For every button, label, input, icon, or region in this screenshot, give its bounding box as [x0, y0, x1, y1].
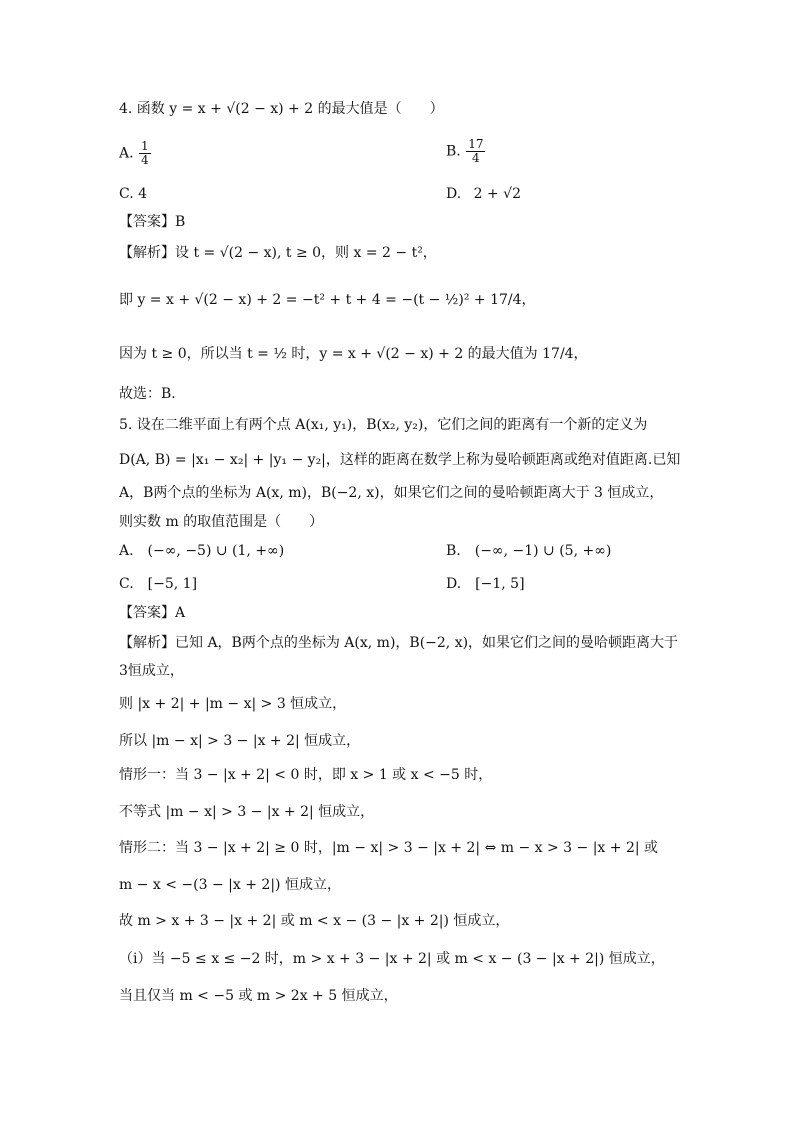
- q4-option-a-fraction: $\frac{1}{4}$: [141, 139, 149, 168]
- q5-option-c: C. [−5, 1]: [119, 576, 198, 592]
- q5-option-a: A. (−∞, −5) ∪ (1, +∞): [119, 543, 285, 559]
- q5-analysis-line-10: （i）当 −5 ≤ x ≤ −2 时，m > x + 3 − |x + 2| 或 m < x − (3 − |x + 2|) 恒成立，: [119, 951, 665, 967]
- q5-stem-line-4: 则实数 m 的取值范围是（ ）: [119, 514, 324, 530]
- q4-analysis-line-1: 【解析】设 t = √(2 − x), t ≥ 0，则 x = 2 − t²，: [119, 245, 437, 261]
- q5-option-b: B. (−∞, −1) ∪ (5, +∞): [446, 543, 612, 559]
- q4-stem: 4. 函数 y = x + √(2 − x) + 2 的最大值是（ ）: [119, 101, 444, 117]
- q4-option-c: C. 4: [119, 186, 148, 202]
- q5-analysis-line-11: 当且仅当 m < −5 或 m > 2x + 5 恒成立，: [119, 988, 398, 1004]
- q4-option-b-fraction: $\frac{17}{4}$: [468, 137, 484, 166]
- q5-stem-line-3: A，B两个点的坐标为 A(x, m)，B(−2, x)，如果它们之间的曼哈顿距离大于 3 恒成立，: [119, 485, 664, 501]
- q5-analysis-line-2: 3恒成立，: [119, 663, 184, 679]
- q5-analysis-line-6: 不等式 |m − x| > 3 − |x + 2| 恒成立，: [119, 804, 375, 820]
- q5-answer: 【答案】A: [119, 605, 186, 621]
- q4-answer: 【答案】B: [119, 214, 186, 230]
- q5-analysis-line-7: 情形二：当 3 − |x + 2| ≥ 0 时，|m − x| > 3 − |x + 2| ⇔ m − x > 3 − |x + 2| 或: [119, 840, 659, 856]
- q5-analysis-line-8: m − x < −(3 − |x + 2|) 恒成立，: [119, 877, 341, 893]
- q4-analysis-line-2: 即 y = x + √(2 − x) + 2 = −t² + t + 4 = −(t − ½)² + 17/4，: [119, 292, 536, 308]
- q5-analysis-line-1: 【解析】已知 A，B两个点的坐标为 A(x, m)，B(−2, x)，如果它们之间的曼哈顿距离大于: [119, 635, 679, 651]
- q4-option-a: A. $\frac{1}{4}$: [119, 139, 149, 168]
- q4-analysis-line-3: 因为 t ≥ 0，所以当 t = ½ 时，y = x + √(2 − x) + 2 的最大值为 17/4，: [119, 346, 588, 362]
- q5-analysis-line-5: 情形一：当 3 − |x + 2| < 0 时，即 x > 1 或 x < −5 时，: [119, 767, 493, 783]
- q5-stem-line-2: D(A, B) = |x₁ − x₂| + |y₁ − y₂|，这样的距离在数学上称为曼哈顿距离或绝对值距离.已知: [119, 452, 681, 468]
- q4-analysis-line-4: 故选：B.: [119, 386, 176, 402]
- q4-option-d: D. 2 + √2: [446, 186, 522, 202]
- q4-option-b: B. $\frac{17}{4}$: [446, 137, 484, 166]
- q5-option-d: D. [−1, 5]: [446, 576, 525, 592]
- q5-analysis-line-4: 所以 |m − x| > 3 − |x + 2| 恒成立，: [119, 733, 361, 749]
- q5-stem-line-1: 5. 设在二维平面上有两个点 A(x₁, y₁)，B(x₂, y₂)，它们之间的距离有一个新的定义为: [119, 417, 648, 433]
- q5-analysis-line-9: 故 m > x + 3 − |x + 2| 或 m < x − (3 − |x + 2|) 恒成立，: [119, 913, 510, 929]
- q5-analysis-line-3: 则 |x + 2| + |m − x| > 3 恒成立，: [119, 696, 347, 712]
